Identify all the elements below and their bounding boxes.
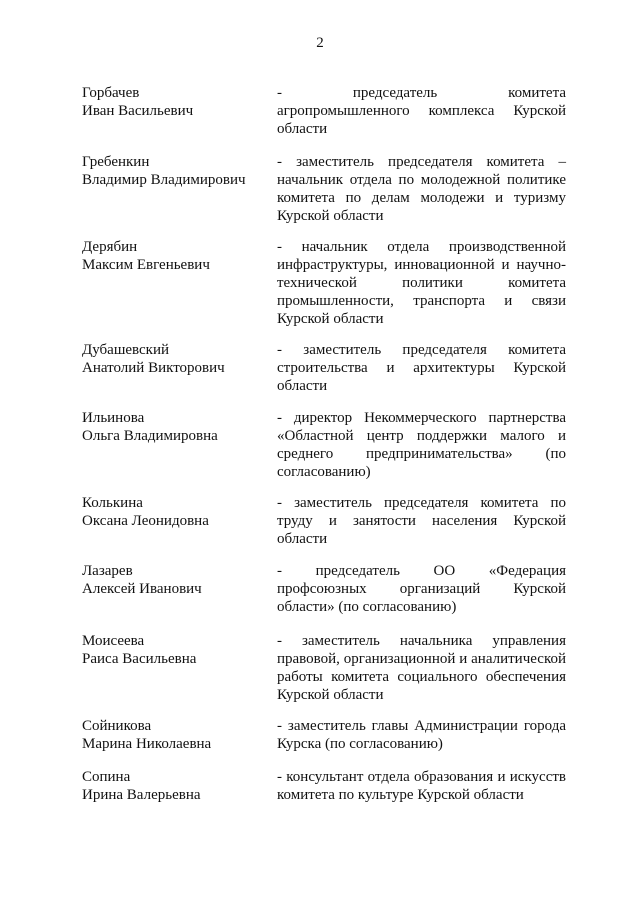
position-line: среднего предпринимательства» (по xyxy=(277,446,566,462)
position-line: - председатель комитета xyxy=(277,85,566,101)
member-given-names: Оксана Леонидовна xyxy=(82,513,209,529)
member-position xyxy=(277,632,566,704)
member-position xyxy=(277,153,566,225)
member-surname: Лазарев xyxy=(82,563,133,579)
member-surname: Колькина xyxy=(82,495,143,511)
member-given-names: Марина Николаевна xyxy=(82,736,212,752)
member-name xyxy=(82,632,272,668)
position-line: - заместитель председателя комитета по xyxy=(277,495,566,511)
member-surname: Горбачев xyxy=(82,85,140,101)
member-given-names: Владимир Владимирович xyxy=(82,172,246,188)
position-line: - заместитель начальника управления xyxy=(277,633,566,649)
member-position xyxy=(277,238,566,328)
member-surname: Сойникова xyxy=(82,718,152,734)
position-line: строительства и архитектуры Курской xyxy=(277,360,566,376)
member-given-names: Ольга Владимировна xyxy=(82,428,218,444)
member-given-names: Анатолий Викторович xyxy=(82,360,225,376)
member-given-names: Раиса Васильевна xyxy=(82,651,197,667)
position-line: промышленности, транспорта и связи xyxy=(277,293,566,309)
member-name xyxy=(82,153,272,189)
member-surname: Дубашевский xyxy=(82,342,170,358)
member-position xyxy=(277,341,566,395)
member-name xyxy=(82,409,272,445)
page-number: 2 xyxy=(316,35,324,51)
position-line: области xyxy=(277,531,328,547)
position-line: «Областной центр поддержки малого и xyxy=(277,428,566,444)
member-surname: Гребенкин xyxy=(82,154,150,170)
position-line: правовой, организационной и аналитической xyxy=(277,651,566,667)
position-line: Курской области xyxy=(277,311,384,327)
member-position xyxy=(277,768,566,804)
member-name xyxy=(82,768,272,804)
position-line: Курской области xyxy=(277,208,384,224)
position-line: согласованию) xyxy=(277,464,371,480)
member-surname: Дерябин xyxy=(82,239,138,255)
position-line: - консультант отдела образования и искусств xyxy=(277,769,566,785)
member-position xyxy=(277,494,566,548)
member-given-names: Иван Васильевич xyxy=(82,103,194,119)
position-line: Курской области xyxy=(277,687,384,703)
position-line: - председатель ОО «Федерация xyxy=(277,563,566,579)
position-line: профсоюзных организаций Курской xyxy=(277,581,566,597)
position-line: - заместитель главы Администрации города xyxy=(277,718,566,734)
member-name xyxy=(82,494,272,530)
member-name xyxy=(82,562,272,598)
member-name xyxy=(82,341,272,377)
position-line: агропромышленного комплекса Курской xyxy=(277,103,566,119)
member-name xyxy=(82,84,272,120)
member-surname: Моисеева xyxy=(82,633,145,649)
member-given-names: Ирина Валерьевна xyxy=(82,787,201,803)
position-line: Курска (по согласованию) xyxy=(277,736,443,752)
member-surname: Ильинова xyxy=(82,410,145,426)
member-given-names: Максим Евгеньевич xyxy=(82,257,210,273)
position-line: инфраструктуры, инновационной и научно- xyxy=(277,257,566,273)
member-name xyxy=(82,717,272,753)
member-surname: Сопина xyxy=(82,769,131,785)
member-position xyxy=(277,562,566,616)
member-position xyxy=(277,84,566,138)
position-line: - заместитель председателя комитета – xyxy=(277,154,566,170)
position-line: области xyxy=(277,121,328,137)
member-given-names: Алексей Иванович xyxy=(82,581,202,597)
member-position xyxy=(277,717,566,753)
position-line: - заместитель председателя комитета xyxy=(277,342,566,358)
member-position xyxy=(277,409,566,481)
position-line: технической политики комитета xyxy=(277,275,566,291)
position-line: работы комитета социального обеспечения xyxy=(277,669,566,685)
position-line: начальник отдела по молодежной политике xyxy=(277,172,566,188)
member-name xyxy=(82,238,272,274)
position-line: труду и занятости населения Курской xyxy=(277,513,566,529)
position-line: области» (по согласованию) xyxy=(277,599,457,615)
position-line: комитета по культуре Курской области xyxy=(277,787,524,803)
position-line: - директор Некоммерческого партнерства xyxy=(277,410,566,426)
position-line: области xyxy=(277,378,328,394)
position-line: комитета по делам молодежи и туризму xyxy=(277,190,566,206)
position-line: - начальник отдела производственной xyxy=(277,239,566,255)
